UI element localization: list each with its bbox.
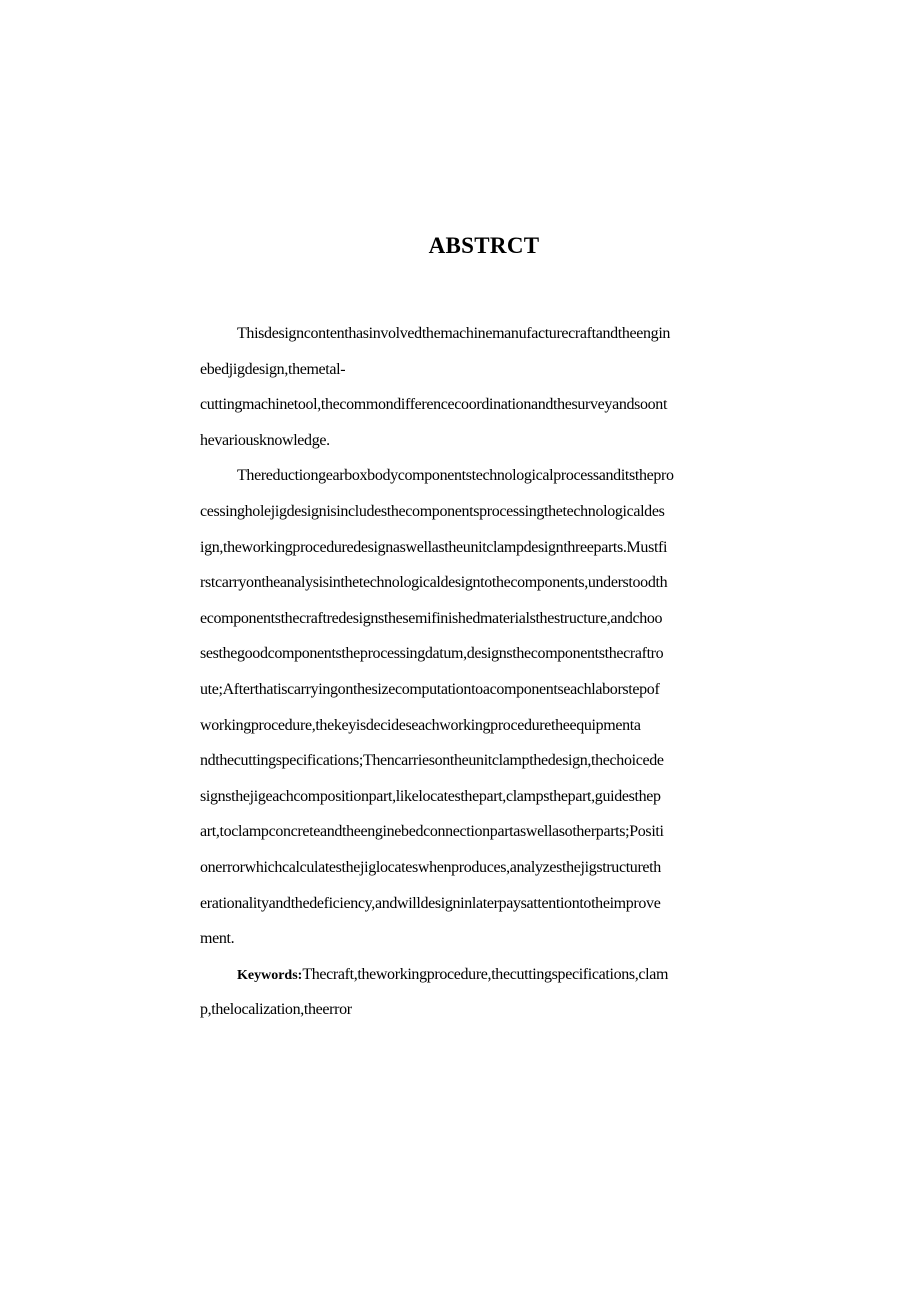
abstract-title: ABSTRCT	[428, 233, 540, 258]
abstract-body	[200, 316, 775, 1028]
paragraph-2-line: ign,theworkingproceduredesignaswellastheunitclampdesignthreeparts.Mustfi	[200, 538, 668, 556]
paragraph-2-line: rstcarryontheanalysisinthetechnologicaldesigntothecomponents,understoodth	[200, 574, 668, 592]
keywords-line: p,thelocalization,theerror	[200, 1001, 352, 1019]
paragraph-2-line: ecomponentsthecraftredesignsthesemifinishedmaterialsthestructure,andchoo	[200, 609, 663, 627]
paragraph-2-line: onerrorwhichcalculatesthejiglocateswhenproduces,analyzesthejigstructureth	[200, 858, 661, 876]
paragraph-2-line: cessingholejigdesignisincludesthecomponentsprocessingthetechnologicaldes	[200, 502, 665, 520]
keywords-text: Thecraft,theworkingprocedure,thecuttingspecifications,clam	[302, 965, 669, 983]
paragraph-2-line: erationalityandthedeficiency,andwilldesigninlaterpaysattentiontotheimprove	[200, 894, 661, 912]
paragraph-2-line: ment.	[200, 930, 235, 948]
paragraph-2-line: ndthecuttingspecifications;Thencarriesontheunitclampthedesign,thechoicede	[200, 752, 664, 770]
paragraph-2-line: workingprocedure,thekeyisdecideseachworkingproceduretheequipmenta	[200, 716, 641, 734]
paragraph-2-line: Thereductiongearboxbodycomponentstechnologicalprocessanditsthepro	[237, 467, 674, 485]
paragraph-1-line: cuttingmachinetool,thecommondifferencecoordinationandthesurveyandsoont	[200, 396, 668, 414]
paragraph-1-line: Thisdesigncontenthasinvolvedthemachinemanufacturecraftandtheengin	[237, 325, 671, 342]
paragraph-1-line: hevariousknowledge.	[200, 431, 330, 449]
paragraph-1-line: ebedjigdesign,themetal-	[200, 360, 346, 378]
paragraph-2-line: art,toclampconcreteandtheenginebedconnectionpartaswellasotherparts;Positi	[200, 823, 664, 841]
paragraph-2-line: signsthejigeachcompositionpart,likelocatesthepart,clampsthepart,guidesthep	[200, 787, 661, 805]
keywords-label: Keywords:	[237, 967, 303, 983]
paragraph-2-line: ute;Afterthatiscarryingonthesizecomputationtoacomponentseachlaborstepof	[200, 680, 660, 698]
paragraph-2-line: sesthegoodcomponentstheprocessingdatum,designsthecomponentsthecraftro	[200, 645, 664, 663]
keywords-line	[200, 957, 775, 993]
